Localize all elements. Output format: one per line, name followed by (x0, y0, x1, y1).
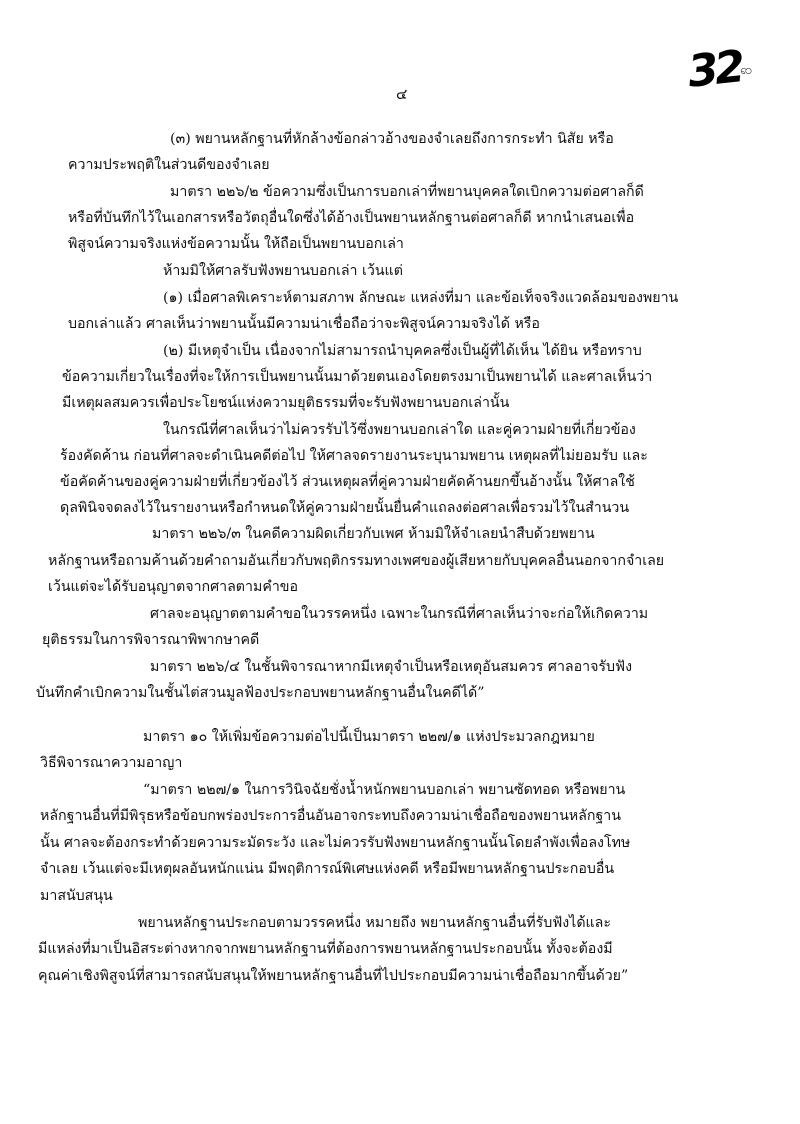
text-line: ในกรณีที่ศาลเห็นว่าไม่ควรรับไว้ซึ่งพยานบอกเล่าใด และคู่ความฝ่ายที่เกี่ยวข้อง (163, 422, 636, 438)
text-line: บอกเล่าแล้ว ศาลเห็นว่าพยานนั้นมีความน่าเชื่อถือว่าจะพิสูจน์ความจริงได้ หรือ (68, 316, 540, 332)
text-line: หลักฐานหรือถามค้านด้วยคำถามอันเกี่ยวกับพฤติกรรมทางเพศของผู้เสียหายกับบุคคลอื่นนอกจากจำเลย (48, 553, 665, 569)
text-line: นั้น ศาลจะต้องกระทำด้วยความระมัดระวัง และไม่ควรรับฟังพยานหลักฐานนั้นโดยลำพังเพื่อลงโทษ (40, 835, 631, 851)
text-line: หรือที่บันทึกไว้ในเอกสารหรือวัตถุอื่นใดซึ่งได้อ้างเป็นพยานหลักฐานต่อศาลก็ดี หากนำเสนอเพื่อ (68, 210, 635, 226)
text-line: มาตรา ๒๒๖/๓ ในคดีความผิดเกี่ยวกับเพศ ห้ามมิให้จำเลยนำสืบด้วยพยาน (152, 526, 595, 542)
text-line: มาตรา ๒๒๖/๒ ข้อความซึ่งเป็นการบอกเล่าที่พยานบุคคลใดเบิกความต่อศาลก็ดี (170, 184, 644, 200)
text-line: มาตรา ๒๒๖/๔ ในชั้นพิจารณาหากมีเหตุจำเป็นหรือเหตุอันสมควร ศาลอาจรับฟัง (150, 659, 633, 675)
text-line: พิสูจน์ความจริงแห่งข้อความนั้น ให้ถือเป็นพยานบอกเล่า (68, 236, 404, 252)
text-line: (๒) มีเหตุจำเป็น เนื่องจากไม่สามารถนำบุคคลซึ่งเป็นผู้ที่ได้เห็น ได้ยิน หรือทราบ (163, 343, 642, 359)
text-line: มีเหตุผลสมควรเพื่อประโยชน์แห่งความยุติธรรมที่จะรับฟังพยานบอกเล่านั้น (62, 395, 510, 411)
handwritten-mark: ၹ (740, 63, 754, 78)
text-line: ข้อความเกี่ยวในเรื่องที่จะให้การเป็นพยานนั้นมาด้วยตนเองโดยตรงมาเป็นพยานได้ และศาลเห็นว่า (62, 369, 653, 385)
text-line: หลักฐานอื่นที่มีพิรุธหรือข้อบกพร่องประการอื่นอันอาจกระทบถึงความน่าเชื่อถือของพยานหลักฐาน (40, 808, 621, 824)
text-line: (๑) เมื่อศาลพิเคราะห์ตามสภาพ ลักษณะ แหล่งที่มา และข้อเท็จจริงแวดล้อมของพยาน (163, 290, 679, 306)
text-line: มาตรา ๑๐ ให้เพิ่มข้อความต่อไปนี้เป็นมาตรา ๒๒๗/๑ แห่งประมวลกฎหมาย (143, 729, 595, 745)
page-number: ๔ (396, 85, 408, 103)
text-line: วิธีพิจารณาความอาญา (40, 755, 183, 771)
text-line: บันทึกคำเบิกความในชั้นไต่สวนมูลฟ้องประกอบพยานหลักฐานอื่นในคดีได้” (36, 685, 485, 701)
text-line: คุณค่าเชิงพิสูจน์ที่สามารถสนับสนุนให้พยานหลักฐานอื่นที่ไปประกอบมีความน่าเชื่อถือมากขึ้นด้วย” (38, 968, 629, 984)
text-line: ดุลพินิจจดลงไว้ในรายงานหรือกำหนดให้คู่ความฝ่ายนั้นยื่นคำแถลงต่อศาลเพื่อรวมไว้ในสำนวน (60, 500, 630, 516)
text-line: มีแหล่งที่มาเป็นอิสระต่างหากจากพยานหลักฐานที่ต้องการพยานหลักฐานประกอบนั้น ทั้งจะต้องมี (38, 941, 613, 957)
text-line: ห้ามมิให้ศาลรับฟังพยานบอกเล่า เว้นแต่ (163, 263, 403, 279)
text-line: ความประพฤติในส่วนดีของจำเลย (68, 157, 270, 173)
text-line: พยานหลักฐานประกอบตามวรรคหนึ่ง หมายถึง พยานหลักฐานอื่นที่รับฟังได้และ (138, 915, 611, 931)
text-line: มาสนับสนุน (40, 888, 113, 904)
text-line: ข้อคัดค้านของคู่ความฝ่ายที่เกี่ยวข้องไว้ ส่วนเหตุผลที่คู่ความฝ่ายคัดค้านยกขึ้นอ้างนั้น ให้ศาลใช้ (60, 474, 635, 490)
text-line: เว้นแต่จะได้รับอนุญาตจากศาลตามคำขอ (48, 579, 299, 595)
text-line: ยุติธรรมในการพิจารณาพิพากษาคดี (42, 632, 260, 648)
handwritten-folio-number: 32 (685, 41, 744, 98)
text-line: จำเลย เว้นแต่จะมีเหตุผลอันหนักแน่น มีพฤติการณ์พิเศษแห่งคดี หรือมีพยานหลักฐานประกอบอื่น (40, 861, 615, 877)
text-line: “มาตรา ๒๒๗/๑ ในการวินิจฉัยชั่งน้ำหนักพยานบอกเล่า พยานซัดทอด หรือพยาน (143, 782, 626, 798)
text-line: ศาลจะอนุญาตตามคำขอในวรรคหนึ่ง เฉพาะในกรณีที่ศาลเห็นว่าจะก่อให้เกิดความ (150, 606, 649, 622)
text-line: ร้องคัดค้าน ก่อนที่ศาลจะดำเนินคดีต่อไป ให้ศาลจดรายงานระบุนามพยาน เหตุผลที่ไม่ยอมรับ และ (60, 448, 648, 464)
text-line: (๓) พยานหลักฐานที่หักล้างข้อกล่าวอ้างของจำเลยถึงการกระทำ นิสัย หรือ (170, 131, 614, 147)
